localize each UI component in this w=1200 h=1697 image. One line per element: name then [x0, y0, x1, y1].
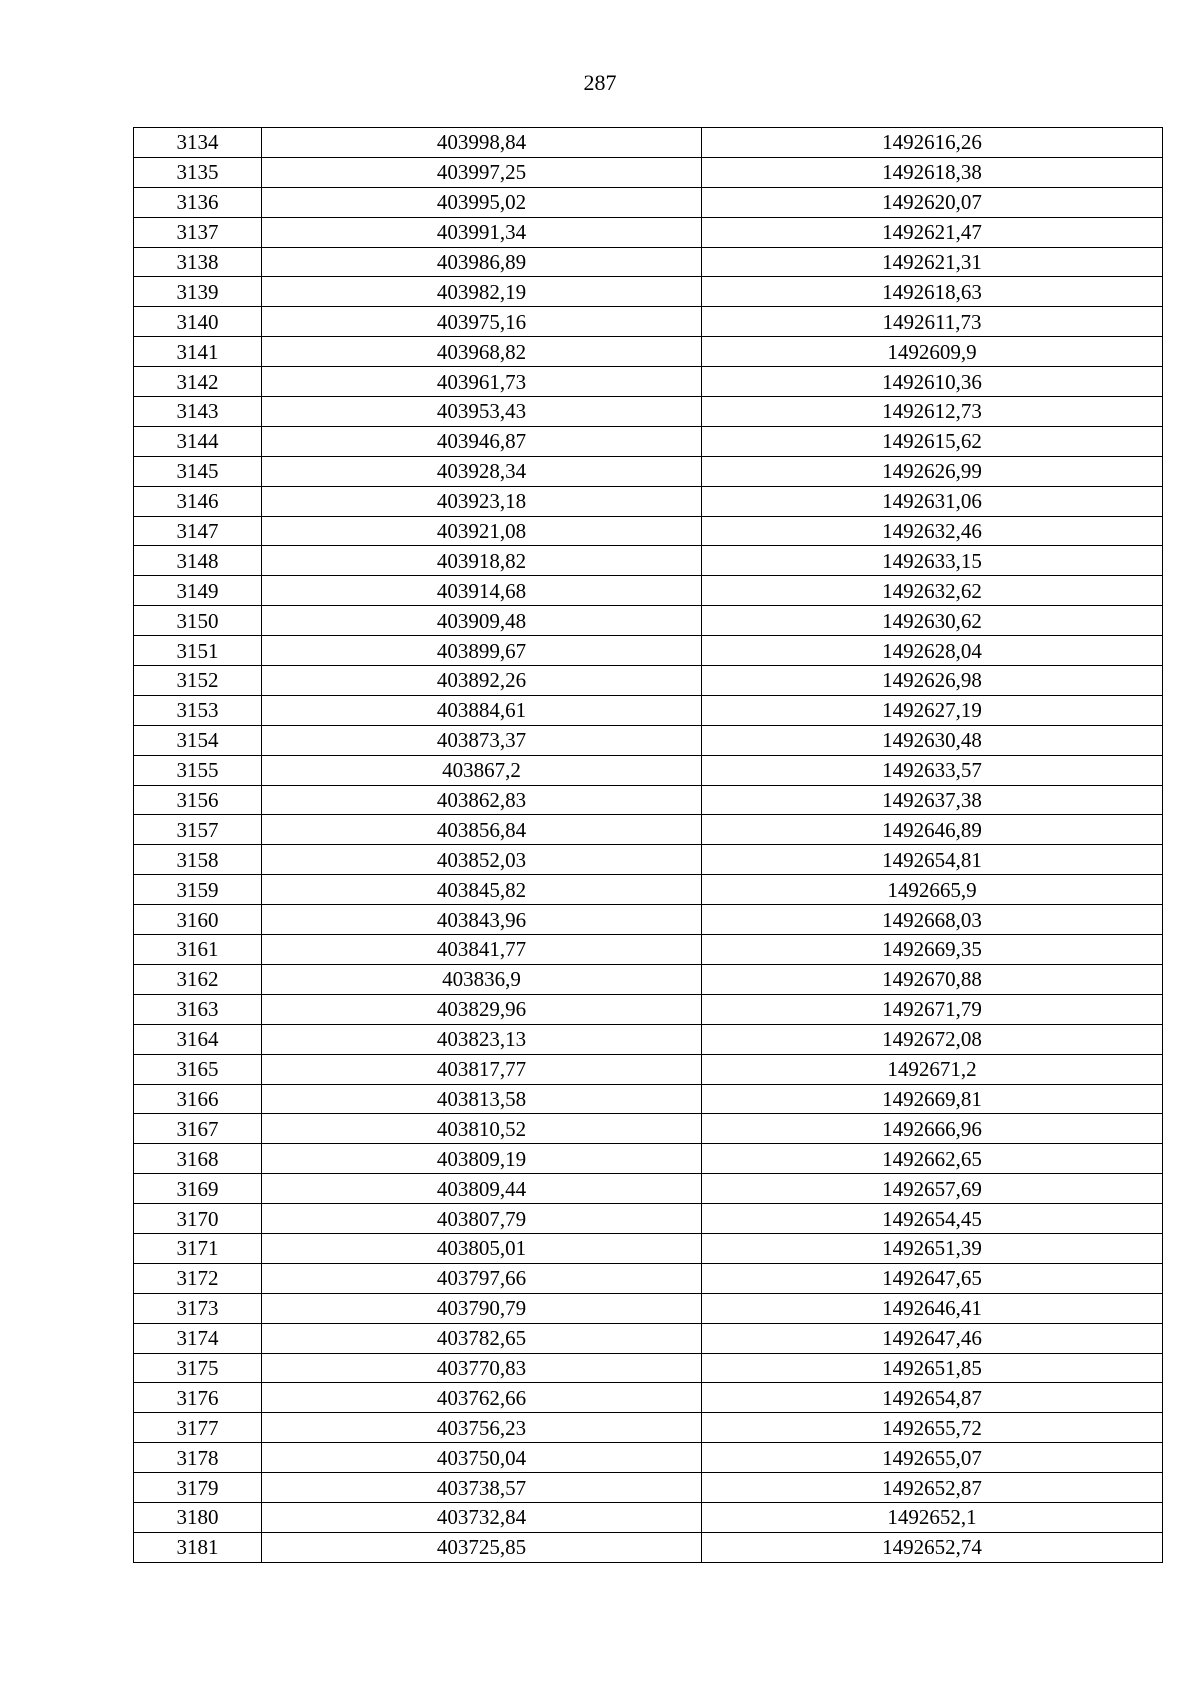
y-coordinate-cell: 1492628,04	[702, 636, 1163, 666]
x-coordinate-cell: 403852,03	[262, 845, 702, 875]
x-coordinate-cell: 403845,82	[262, 875, 702, 905]
x-coordinate-cell: 403807,79	[262, 1204, 702, 1234]
point-number-cell: 3139	[134, 277, 262, 307]
y-coordinate-cell: 1492671,2	[702, 1054, 1163, 1084]
y-coordinate-cell: 1492620,07	[702, 187, 1163, 217]
x-coordinate-cell: 403892,26	[262, 666, 702, 696]
table-row	[134, 785, 1163, 815]
table-row	[134, 1024, 1163, 1054]
y-coordinate-cell: 1492626,98	[702, 666, 1163, 696]
table-row	[134, 1383, 1163, 1413]
table-row	[134, 1502, 1163, 1532]
y-coordinate-cell: 1492666,96	[702, 1114, 1163, 1144]
table-row	[134, 875, 1163, 905]
point-number-cell: 3149	[134, 576, 262, 606]
table-row	[134, 1054, 1163, 1084]
point-number-cell: 3155	[134, 755, 262, 785]
table-row	[134, 277, 1163, 307]
point-number-cell: 3145	[134, 456, 262, 486]
point-number-cell: 3168	[134, 1144, 262, 1174]
table-row	[134, 157, 1163, 187]
point-number-cell: 3137	[134, 217, 262, 247]
y-coordinate-cell: 1492654,87	[702, 1383, 1163, 1413]
point-number-cell: 3175	[134, 1353, 262, 1383]
table-row	[134, 576, 1163, 606]
table-row	[134, 994, 1163, 1024]
x-coordinate-cell: 403813,58	[262, 1084, 702, 1114]
point-number-cell: 3170	[134, 1204, 262, 1234]
table-row	[134, 1144, 1163, 1174]
table-row	[134, 426, 1163, 456]
x-coordinate-cell: 403953,43	[262, 397, 702, 427]
x-coordinate-cell: 403899,67	[262, 636, 702, 666]
point-number-cell: 3173	[134, 1293, 262, 1323]
y-coordinate-cell: 1492669,35	[702, 935, 1163, 965]
x-coordinate-cell: 403725,85	[262, 1532, 702, 1562]
table-row	[134, 307, 1163, 337]
y-coordinate-cell: 1492652,1	[702, 1502, 1163, 1532]
x-coordinate-cell: 403809,19	[262, 1144, 702, 1174]
table-row	[134, 1084, 1163, 1114]
x-coordinate-cell: 403817,77	[262, 1054, 702, 1084]
y-coordinate-cell: 1492670,88	[702, 964, 1163, 994]
y-coordinate-cell: 1492621,31	[702, 247, 1163, 277]
point-number-cell: 3179	[134, 1473, 262, 1503]
x-coordinate-cell: 403946,87	[262, 426, 702, 456]
table-row	[134, 187, 1163, 217]
y-coordinate-cell: 1492610,36	[702, 367, 1163, 397]
x-coordinate-cell: 403968,82	[262, 337, 702, 367]
y-coordinate-cell: 1492662,65	[702, 1144, 1163, 1174]
y-coordinate-cell: 1492633,57	[702, 755, 1163, 785]
point-number-cell: 3152	[134, 666, 262, 696]
x-coordinate-cell: 403986,89	[262, 247, 702, 277]
table-row	[134, 964, 1163, 994]
point-number-cell: 3135	[134, 157, 262, 187]
table-row	[134, 217, 1163, 247]
point-number-cell: 3146	[134, 486, 262, 516]
point-number-cell: 3156	[134, 785, 262, 815]
y-coordinate-cell: 1492672,08	[702, 1024, 1163, 1054]
point-number-cell: 3163	[134, 994, 262, 1024]
table-row	[134, 367, 1163, 397]
table-row	[134, 397, 1163, 427]
table-row	[134, 725, 1163, 755]
y-coordinate-cell: 1492637,38	[702, 785, 1163, 815]
y-coordinate-cell: 1492616,26	[702, 128, 1163, 158]
table-row	[134, 695, 1163, 725]
point-number-cell: 3164	[134, 1024, 262, 1054]
x-coordinate-cell: 403750,04	[262, 1443, 702, 1473]
table-row	[134, 1263, 1163, 1293]
y-coordinate-cell: 1492609,9	[702, 337, 1163, 367]
table-row	[134, 845, 1163, 875]
y-coordinate-cell: 1492633,15	[702, 546, 1163, 576]
point-number-cell: 3181	[134, 1532, 262, 1562]
point-number-cell: 3154	[134, 725, 262, 755]
x-coordinate-cell: 403862,83	[262, 785, 702, 815]
y-coordinate-cell: 1492646,41	[702, 1293, 1163, 1323]
table-row	[134, 935, 1163, 965]
point-number-cell: 3174	[134, 1323, 262, 1353]
x-coordinate-cell: 403982,19	[262, 277, 702, 307]
x-coordinate-cell: 403867,2	[262, 755, 702, 785]
x-coordinate-cell: 403841,77	[262, 935, 702, 965]
y-coordinate-cell: 1492671,79	[702, 994, 1163, 1024]
point-number-cell: 3158	[134, 845, 262, 875]
x-coordinate-cell: 403790,79	[262, 1293, 702, 1323]
x-coordinate-cell: 403823,13	[262, 1024, 702, 1054]
x-coordinate-cell: 403884,61	[262, 695, 702, 725]
point-number-cell: 3148	[134, 546, 262, 576]
x-coordinate-cell: 403836,9	[262, 964, 702, 994]
y-coordinate-cell: 1492615,62	[702, 426, 1163, 456]
y-coordinate-cell: 1492632,62	[702, 576, 1163, 606]
table-row	[134, 666, 1163, 696]
table-row	[134, 755, 1163, 785]
point-number-cell: 3138	[134, 247, 262, 277]
y-coordinate-cell: 1492646,89	[702, 815, 1163, 845]
x-coordinate-cell: 403997,25	[262, 157, 702, 187]
x-coordinate-cell: 403928,34	[262, 456, 702, 486]
y-coordinate-cell: 1492665,9	[702, 875, 1163, 905]
x-coordinate-cell: 403918,82	[262, 546, 702, 576]
table-row	[134, 636, 1163, 666]
y-coordinate-cell: 1492652,74	[702, 1532, 1163, 1562]
point-number-cell: 3178	[134, 1443, 262, 1473]
point-number-cell: 3167	[134, 1114, 262, 1144]
y-coordinate-cell: 1492621,47	[702, 217, 1163, 247]
x-coordinate-cell: 403762,66	[262, 1383, 702, 1413]
point-number-cell: 3153	[134, 695, 262, 725]
point-number-cell: 3160	[134, 905, 262, 935]
point-number-cell: 3144	[134, 426, 262, 456]
y-coordinate-cell: 1492654,45	[702, 1204, 1163, 1234]
x-coordinate-cell: 403797,66	[262, 1263, 702, 1293]
x-coordinate-cell: 403975,16	[262, 307, 702, 337]
x-coordinate-cell: 403856,84	[262, 815, 702, 845]
x-coordinate-cell: 403738,57	[262, 1473, 702, 1503]
table-row	[134, 1174, 1163, 1204]
point-number-cell: 3172	[134, 1263, 262, 1293]
table-row	[134, 546, 1163, 576]
x-coordinate-cell: 403998,84	[262, 128, 702, 158]
x-coordinate-cell: 403732,84	[262, 1502, 702, 1532]
y-coordinate-cell: 1492618,38	[702, 157, 1163, 187]
coordinates-table-body	[134, 128, 1163, 1563]
y-coordinate-cell: 1492655,72	[702, 1413, 1163, 1443]
y-coordinate-cell: 1492652,87	[702, 1473, 1163, 1503]
point-number-cell: 3169	[134, 1174, 262, 1204]
page-number: 287	[583, 70, 617, 95]
x-coordinate-cell: 403995,02	[262, 187, 702, 217]
point-number-cell: 3162	[134, 964, 262, 994]
point-number-cell: 3171	[134, 1233, 262, 1263]
point-number-cell: 3140	[134, 307, 262, 337]
y-coordinate-cell: 1492618,63	[702, 277, 1163, 307]
table-row	[134, 815, 1163, 845]
x-coordinate-cell: 403810,52	[262, 1114, 702, 1144]
x-coordinate-cell: 403991,34	[262, 217, 702, 247]
point-number-cell: 3159	[134, 875, 262, 905]
table-row	[134, 1473, 1163, 1503]
table-row	[134, 1353, 1163, 1383]
y-coordinate-cell: 1492612,73	[702, 397, 1163, 427]
y-coordinate-cell: 1492611,73	[702, 307, 1163, 337]
point-number-cell: 3143	[134, 397, 262, 427]
y-coordinate-cell: 1492632,46	[702, 516, 1163, 546]
y-coordinate-cell: 1492630,62	[702, 606, 1163, 636]
point-number-cell: 3165	[134, 1054, 262, 1084]
y-coordinate-cell: 1492655,07	[702, 1443, 1163, 1473]
point-number-cell: 3176	[134, 1383, 262, 1413]
table-row	[134, 1204, 1163, 1234]
table-row	[134, 1233, 1163, 1263]
table-row	[134, 606, 1163, 636]
y-coordinate-cell: 1492669,81	[702, 1084, 1163, 1114]
table-row	[134, 1323, 1163, 1353]
point-number-cell: 3134	[134, 128, 262, 158]
point-number-cell: 3150	[134, 606, 262, 636]
y-coordinate-cell: 1492651,85	[702, 1353, 1163, 1383]
x-coordinate-cell: 403873,37	[262, 725, 702, 755]
y-coordinate-cell: 1492647,46	[702, 1323, 1163, 1353]
table-row	[134, 516, 1163, 546]
y-coordinate-cell: 1492627,19	[702, 695, 1163, 725]
point-number-cell: 3166	[134, 1084, 262, 1114]
point-number-cell: 3161	[134, 935, 262, 965]
point-number-cell: 3136	[134, 187, 262, 217]
table-row	[134, 905, 1163, 935]
coordinates-table	[133, 127, 1163, 1563]
x-coordinate-cell: 403809,44	[262, 1174, 702, 1204]
point-number-cell: 3180	[134, 1502, 262, 1532]
x-coordinate-cell: 403770,83	[262, 1353, 702, 1383]
point-number-cell: 3157	[134, 815, 262, 845]
table-row	[134, 1532, 1163, 1562]
point-number-cell: 3141	[134, 337, 262, 367]
y-coordinate-cell: 1492657,69	[702, 1174, 1163, 1204]
point-number-cell: 3142	[134, 367, 262, 397]
table-row	[134, 128, 1163, 158]
x-coordinate-cell: 403756,23	[262, 1413, 702, 1443]
table-row	[134, 1114, 1163, 1144]
y-coordinate-cell: 1492654,81	[702, 845, 1163, 875]
x-coordinate-cell: 403829,96	[262, 994, 702, 1024]
y-coordinate-cell: 1492631,06	[702, 486, 1163, 516]
x-coordinate-cell: 403923,18	[262, 486, 702, 516]
y-coordinate-cell: 1492668,03	[702, 905, 1163, 935]
point-number-cell: 3151	[134, 636, 262, 666]
y-coordinate-cell: 1492630,48	[702, 725, 1163, 755]
table-row	[134, 486, 1163, 516]
point-number-cell: 3177	[134, 1413, 262, 1443]
y-coordinate-cell: 1492626,99	[702, 456, 1163, 486]
table-row	[134, 1293, 1163, 1323]
x-coordinate-cell: 403921,08	[262, 516, 702, 546]
y-coordinate-cell: 1492647,65	[702, 1263, 1163, 1293]
x-coordinate-cell: 403805,01	[262, 1233, 702, 1263]
table-row	[134, 1413, 1163, 1443]
table-row	[134, 456, 1163, 486]
x-coordinate-cell: 403961,73	[262, 367, 702, 397]
table-row	[134, 337, 1163, 367]
table-row	[134, 247, 1163, 277]
point-number-cell: 3147	[134, 516, 262, 546]
y-coordinate-cell: 1492651,39	[702, 1233, 1163, 1263]
table-row	[134, 1443, 1163, 1473]
x-coordinate-cell: 403909,48	[262, 606, 702, 636]
x-coordinate-cell: 403782,65	[262, 1323, 702, 1353]
x-coordinate-cell: 403914,68	[262, 576, 702, 606]
x-coordinate-cell: 403843,96	[262, 905, 702, 935]
